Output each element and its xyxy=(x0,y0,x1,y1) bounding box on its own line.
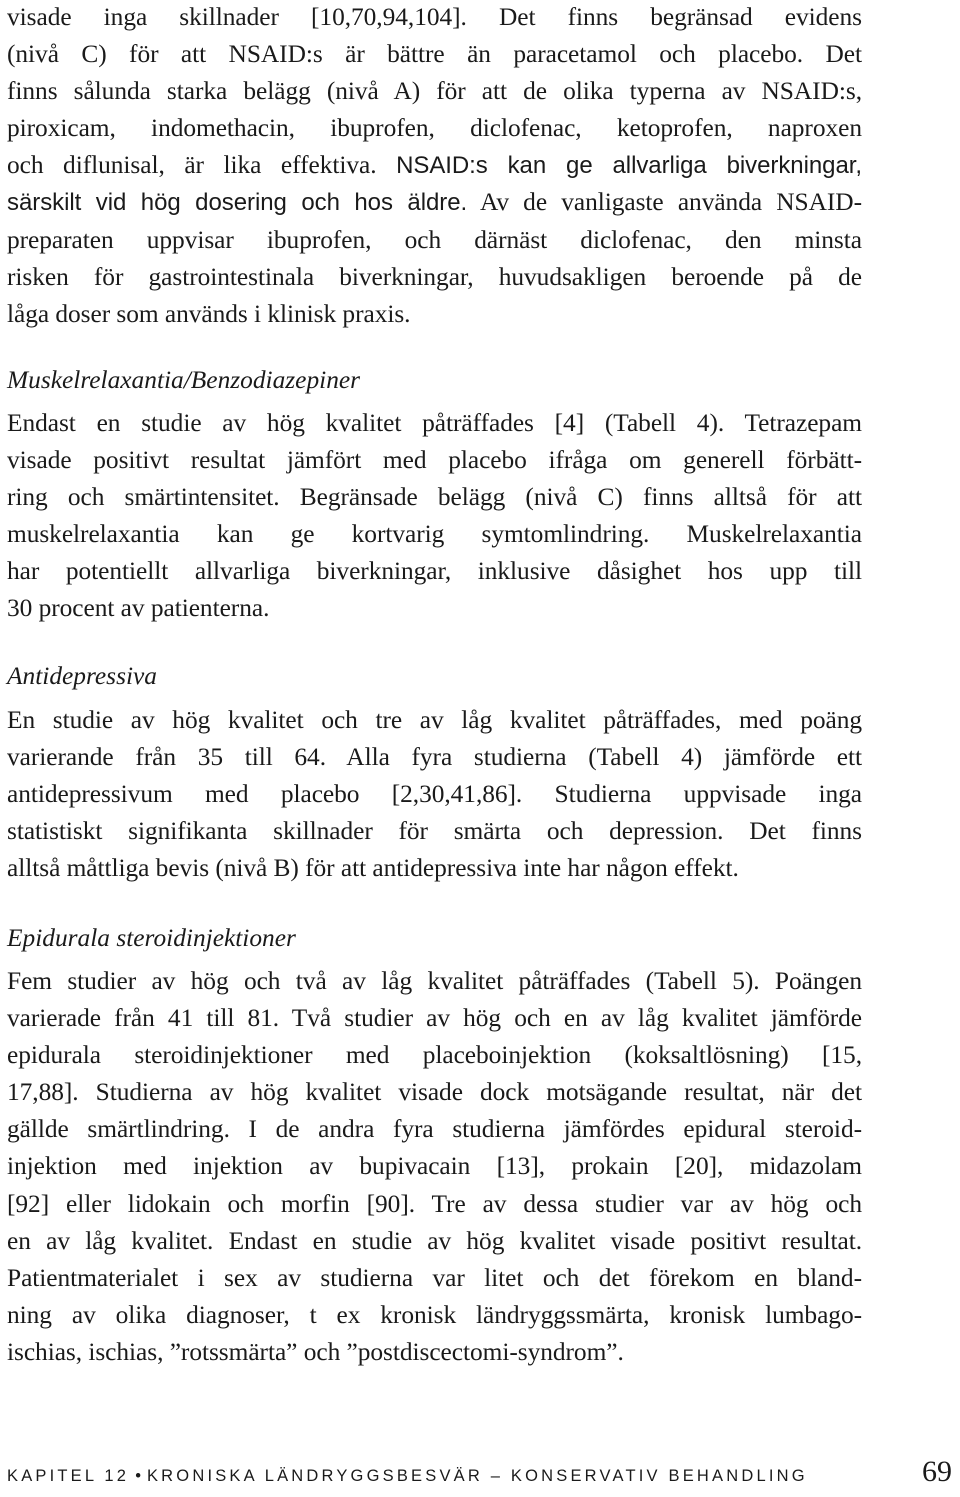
text-line: en av låg kvalitet. Endast en studie av hög kvalitet visade positivt resultat. xyxy=(7,1226,862,1255)
text-line: varierade från 41 till 81. Två studier av hög och en av låg kvalitet jämförde xyxy=(7,1004,862,1033)
text-line: 17,88]. Studierna av hög kvalitet visade dock motsägande resultat, när det xyxy=(7,1078,862,1107)
text-line: visade positivt resultat jämfört med placebo ifråga om generell förbätt- xyxy=(7,446,862,475)
paragraph-antidepressiva xyxy=(7,702,862,887)
text-line: injektion med injektion av bupivacain [13], prokain [20], midazolam xyxy=(7,1152,862,1181)
text-line xyxy=(7,147,862,184)
text-line: Endast en studie av hög kvalitet påträffades [4] (Tabell 4). Tetrazepam xyxy=(7,409,862,437)
section-heading-muskelrelaxantia: Muskelrelaxantia/Benzodiazepiner xyxy=(7,366,361,394)
text-line: piroxicam, indomethacin, ibuprofen, diclofenac, ketoprofen, naproxen xyxy=(7,114,862,143)
text-line: Fem studier av hög och två av låg kvalitet påträffades (Tabell 5). Poängen xyxy=(7,967,862,995)
text-line: Patientmaterialet i sex av studierna var litet och det förekom en bland- xyxy=(7,1263,862,1292)
text-line: risken för gastrointestinala biverkningar, huvudsakligen beroende på de xyxy=(7,262,862,291)
text-segment: Av de vanligaste använda NSAID- xyxy=(479,188,862,217)
text-line: låga doser som används i klinisk praxis. xyxy=(7,299,411,328)
text-line: har potentiellt allvarliga biverkningar, inklusive dåsighet hos upp till xyxy=(7,557,862,586)
text-line: [92] eller lidokain och morfin [90]. Tre av dessa studier var av hög och xyxy=(7,1189,862,1218)
text-line: antidepressivum med placebo [2,30,41,86]. Studierna uppvisade inga xyxy=(7,780,862,809)
text-line: varierande från 35 till 64. Alla fyra studierna (Tabell 4) jämförde ett xyxy=(7,743,862,772)
footer-bullet: • xyxy=(135,1467,141,1485)
text-line: En studie av hög kvalitet och tre av låg kvalitet påträffades, med poäng xyxy=(7,706,862,734)
text-segment: NSAID:s kan ge allvarliga biverkningar, xyxy=(396,152,862,180)
paragraph-nsaid xyxy=(7,0,862,333)
paragraph-epidurala xyxy=(7,963,862,1371)
text-segment: och diflunisal, är lika effektiva. xyxy=(7,151,377,180)
text-line: gällde smärtlindring. I de andra fyra studierna jämfördes epidural steroid- xyxy=(7,1115,862,1144)
text-line: ring och smärtintensitet. Begränsade belägg (nivå C) finns alltså för att xyxy=(7,483,862,512)
text-segment: särskilt vid hög dosering och hos äldre. xyxy=(7,189,468,217)
page-number: 69 xyxy=(922,1455,952,1488)
text-line: visade inga skillnader [10,70,94,104]. Det finns begränsad evidens xyxy=(7,3,862,31)
text-line: epidurala steroidinjektioner med placeboinjektion (koksaltlösning) [15, xyxy=(7,1041,862,1070)
text-line: 30 procent av patienterna. xyxy=(7,594,270,623)
text-line: finns sålunda starka belägg (nivå A) för att de olika typerna av NSAID:s, xyxy=(7,77,862,106)
section-heading-antidepressiva: Antidepressiva xyxy=(7,662,157,690)
running-footer xyxy=(7,1467,808,1486)
footer-title: KRONISKA LÄNDRYGGSBESVÄR – KONSERVATIV BEHANDLING xyxy=(146,1467,808,1485)
text-line: statistiskt signifikanta skillnader för smärta och depression. Det finns xyxy=(7,817,862,846)
text-line: ischias, ischias, ”rotssmärta” och ”postdiscectomi-syndrom”. xyxy=(7,1337,624,1366)
paragraph-muskelrelaxantia xyxy=(7,405,862,628)
text-line: (nivå C) för att NSAID:s är bättre än paracetamol och placebo. Det xyxy=(7,40,862,69)
text-line: preparaten uppvisar ibuprofen, och därnäst diclofenac, den minsta xyxy=(7,225,862,254)
section-heading-epidurala: Epidurala steroidinjektioner xyxy=(7,924,296,952)
text-line: muskelrelaxantia kan ge kortvarig symtomlindring. Muskelrelaxantia xyxy=(7,520,862,549)
footer-chapter: KAPITEL 12 xyxy=(7,1467,130,1485)
text-line: ning av olika diagnoser, t ex kronisk ländryggssmärta, kronisk lumbago- xyxy=(7,1300,862,1329)
text-line: alltså måttliga bevis (nivå B) för att antidepressiva inte har någon effekt. xyxy=(7,854,739,883)
text-line xyxy=(7,184,862,221)
